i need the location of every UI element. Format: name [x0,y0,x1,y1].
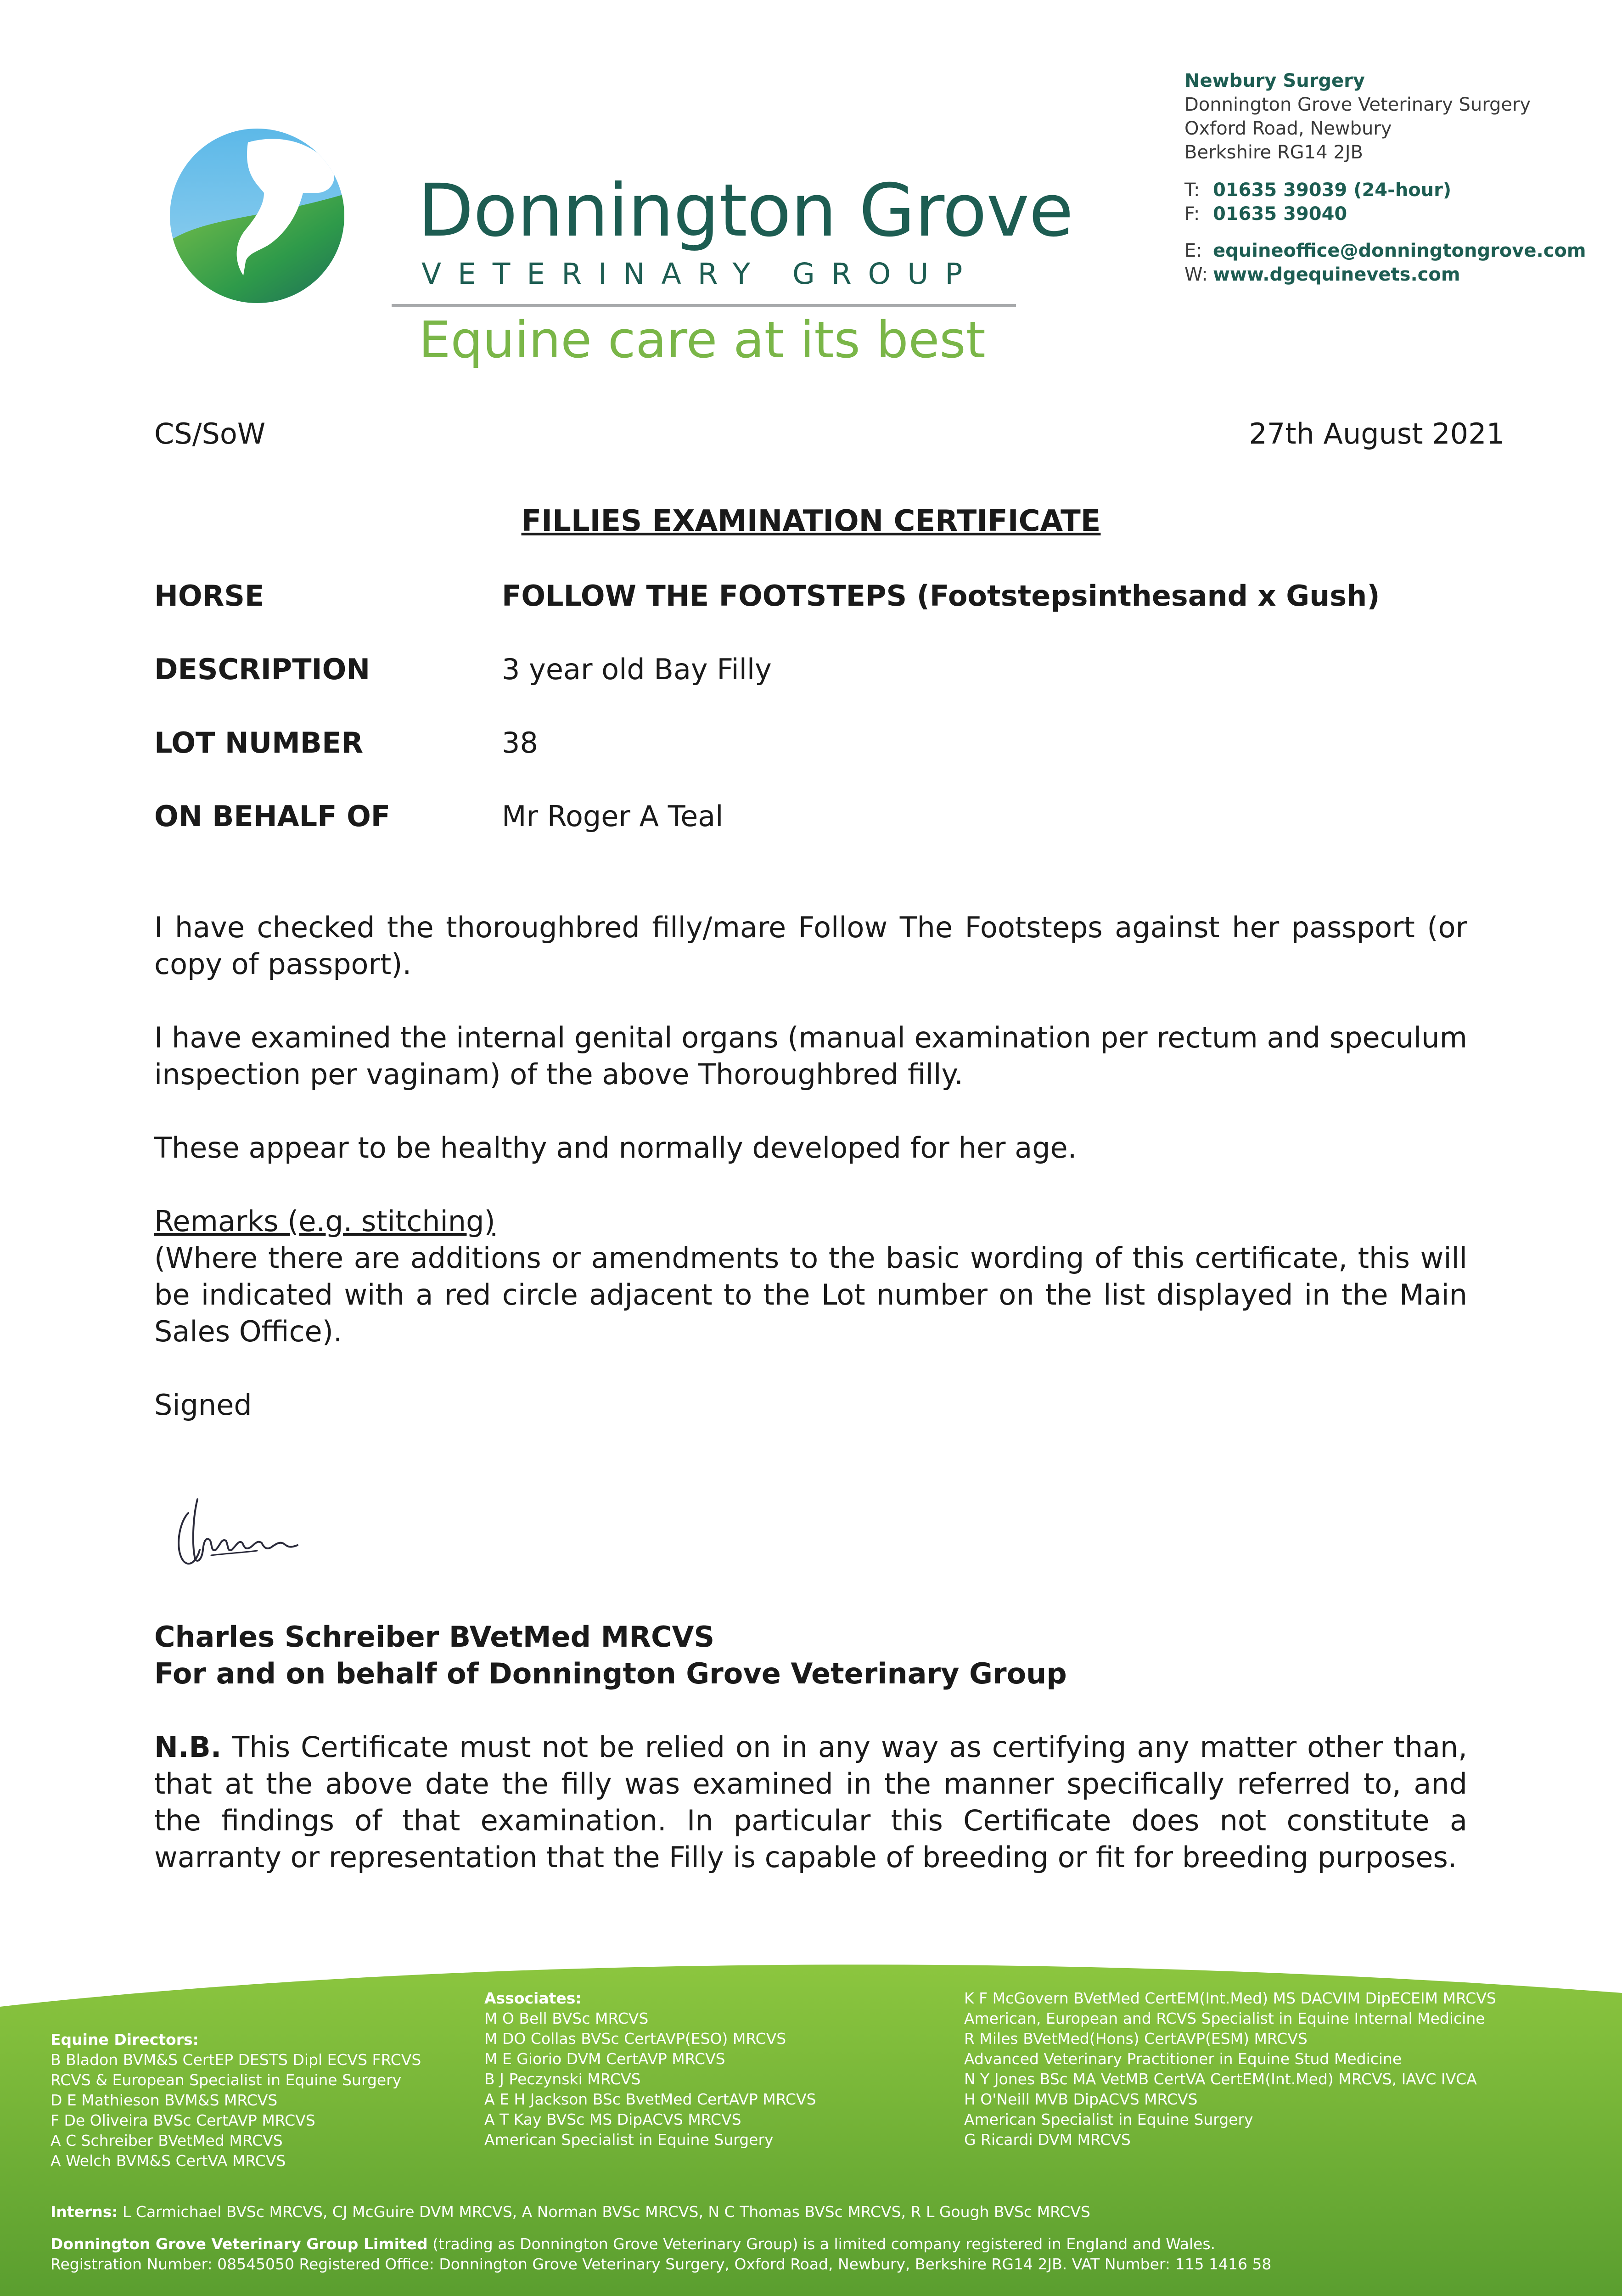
signer-block [154,1619,1067,1692]
field-value: 38 [502,726,538,760]
associate-line: M DO Collas BVSc CertAVP(ESO) MRCVS [484,2030,786,2048]
director-line: D E Mathieson BVM&S MRCVS [51,2091,278,2109]
address-line: Berkshire RG14 2JB [1184,142,1363,163]
reference: CS/SoW [154,417,266,450]
surgery-contact-block [1184,69,1598,287]
field-label: LOT NUMBER [154,726,364,760]
associate-line: A T Kay BVSc MS DipACVS MRCVS [484,2110,741,2128]
surgery-name: Newbury Surgery [1184,70,1365,91]
director-line: B Bladon BVM&S CertEP DESTS Dipl ECVS FRCVS [51,2051,421,2069]
phone-row: T: 01635 39039 (24-hour) [1184,180,1452,201]
signed-label: Signed [154,1388,252,1422]
address-line: Oxford Road, Newbury [1184,118,1392,139]
remarks-text: (Where there are additions or amendments to the basic wording of this certificate, this will be indicated with a red circle adjacent to the Lot number on the list displayed in the Main Sales Office). [154,1241,1467,1348]
email-row: E: equineoffice@donningtongrove.com [1184,240,1586,261]
director-line: RCVS & European Specialist in Equine Surgery [51,2071,402,2089]
associate-line: R Miles BVetMed(Hons) CertAVP(ESM) MRCVS [964,2030,1308,2048]
field-description [154,651,1467,688]
nb-text: This Certificate must not be relied on in any way as certifying any matter other than, that at the above date the filly was examined in the manner specifically referred to, and the findings of that examination. In particular this Certificate does not constitute a warranty or representation that the Filly is capable of breeding or fit for breeding purposes. [154,1730,1467,1874]
field-value: 3 year old Bay Filly [502,653,772,686]
associate-line: A E H Jackson BSc BvetMed CertAVP MRCVS [484,2090,816,2108]
paragraph-examination: I have examined the internal genital organs (manual examination per rectum and speculum inspection per vaginam) of the above Thoroughbred filly. [154,1021,1467,1091]
remarks-heading: Remarks (e.g. stitching) [154,1204,495,1238]
director-line: A Welch BVM&S CertVA MRCVS [51,2152,286,2170]
associate-line: G Ricardi DVM MRCVS [964,2131,1131,2149]
director-line: F De Oliveira BVSc CertAVP MRCVS [51,2111,315,2129]
associate-line: Advanced Veterinary Practitioner in Equine Stud Medicine [964,2050,1402,2068]
field-label: HORSE [154,579,264,613]
field-label: ON BEHALF OF [154,799,391,833]
associate-line: American, European and RCVS Specialist in Equine Internal Medicine [964,2009,1485,2027]
associate-line: American Specialist in Equine Surgery [964,2110,1253,2128]
signature-image [170,1481,317,1582]
field-value: FOLLOW THE FOOTSTEPS (Footstepsinthesand x Gush) [502,579,1380,613]
footer-associates-continued [964,1988,1496,2150]
nb-label: N.B. [154,1730,222,1764]
horse-head-logo-icon [165,124,349,308]
website-link[interactable]: www.dgequinevets.com [1213,264,1460,285]
nb-disclaimer [154,1729,1467,1876]
associate-line: N Y Jones BSc MA VetMB CertVA CertEM(Int.Med) MRCVS, IAVC IVCA [964,2070,1477,2088]
brand-divider [392,304,1016,307]
footer-associates: Associates: M O Bell BVSc MRCVS M DO Collas BVSc CertAVP(ESO) MRCVS M E Giorio DVM CertAVP MRCVS B J Peczynski MRCVS A E H Jackson BSc BvetMed CertAVP MRCVS A T Kay BVSc MS DipACVS MRCVS American Specialist in Equine Surgery [484,1988,816,2150]
phone-number[interactable]: 01635 39039 (24-hour) [1213,180,1452,201]
brand-name: Donnington Grove [418,169,1073,253]
footer-directors: Equine Directors: B Bladon BVM&S CertEP DESTS Dipl ECVS FRCVS RCVS & European Specialist in Equine Surgery D E Mathieson BVM&S MRCVS F De Oliveira BVSc CertAVP MRCVS A C Schreiber BVetMed MRCVS A Welch BVM&S CertVA MRCVS [51,2030,421,2171]
field-horse [154,578,1467,614]
field-lot-number [154,725,1467,761]
associate-line: H O'Neill MVB DipACVS MRCVS [964,2090,1198,2108]
associate-line: M O Bell BVSc MRCVS [484,2009,649,2027]
letter-date: 27th August 2021 [1249,417,1504,450]
associate-line: M E Giorio DVM CertAVP MRCVS [484,2050,725,2068]
email-link[interactable]: equineoffice@donningtongrove.com [1213,240,1586,261]
footer-company-info: Donnington Grove Veterinary Group Limited (trading as Donnington Grove Veterinary Group) is a limited company registered in England and Wales. Registration Number: 08545050 Registered Office: Donnington Grove Veterinary Surgery, Oxford Road, Newbury, Berkshire RG14 2JB. VAT Number: 115 1416 58 [51,2234,1271,2274]
certificate-title: FILLIES EXAMINATION CERTIFICATE [521,504,1101,538]
field-value: Mr Roger A Teal [502,799,724,833]
footer-interns: Interns: L Carmichael BVSc MRCVS, CJ McGuire DVM MRCVS, A Norman BVSc MRCVS, N C Thomas BVSc MRCVS, R L Gough BVSc MRCVS [51,2203,1090,2221]
paragraph-passport-check: I have checked the thoroughbred filly/mare Follow The Footsteps against her passport (or copy of passport). [154,911,1467,981]
registration-line: Registration Number: 08545050 Registered Office: Donnington Grove Veterinary Surgery, Oxford Road, Newbury, Berkshire RG14 2JB. VAT Number: 115 1416 58 [51,2255,1272,2273]
brand-tagline: Equine care at its best [419,310,986,369]
associate-line: American Specialist in Equine Surgery [484,2131,774,2149]
associate-line: K F McGovern BVetMed CertEM(Int.Med) MS DACVIM DipECEIM MRCVS [964,1989,1496,2007]
brand-subtitle: VETERINARY GROUP [421,257,979,291]
signer-organisation: For and on behalf of Donnington Grove Veterinary Group [154,1657,1067,1690]
field-on-behalf-of [154,798,1467,835]
signer-name: Charles Schreiber BVetMed MRCVS [154,1620,715,1654]
director-line: A C Schreiber BVetMed MRCVS [51,2132,283,2150]
web-row: W: www.dgequinevets.com [1184,264,1460,285]
fax-row: F: 01635 39040 [1184,203,1347,225]
field-label: DESCRIPTION [154,653,370,686]
paragraph-findings: These appear to be healthy and normally developed for her age. [154,1131,1077,1165]
fax-number: 01635 39040 [1213,203,1347,225]
associate-line: B J Peczynski MRCVS [484,2070,641,2088]
address-line: Donnington Grove Veterinary Surgery [1184,94,1531,115]
